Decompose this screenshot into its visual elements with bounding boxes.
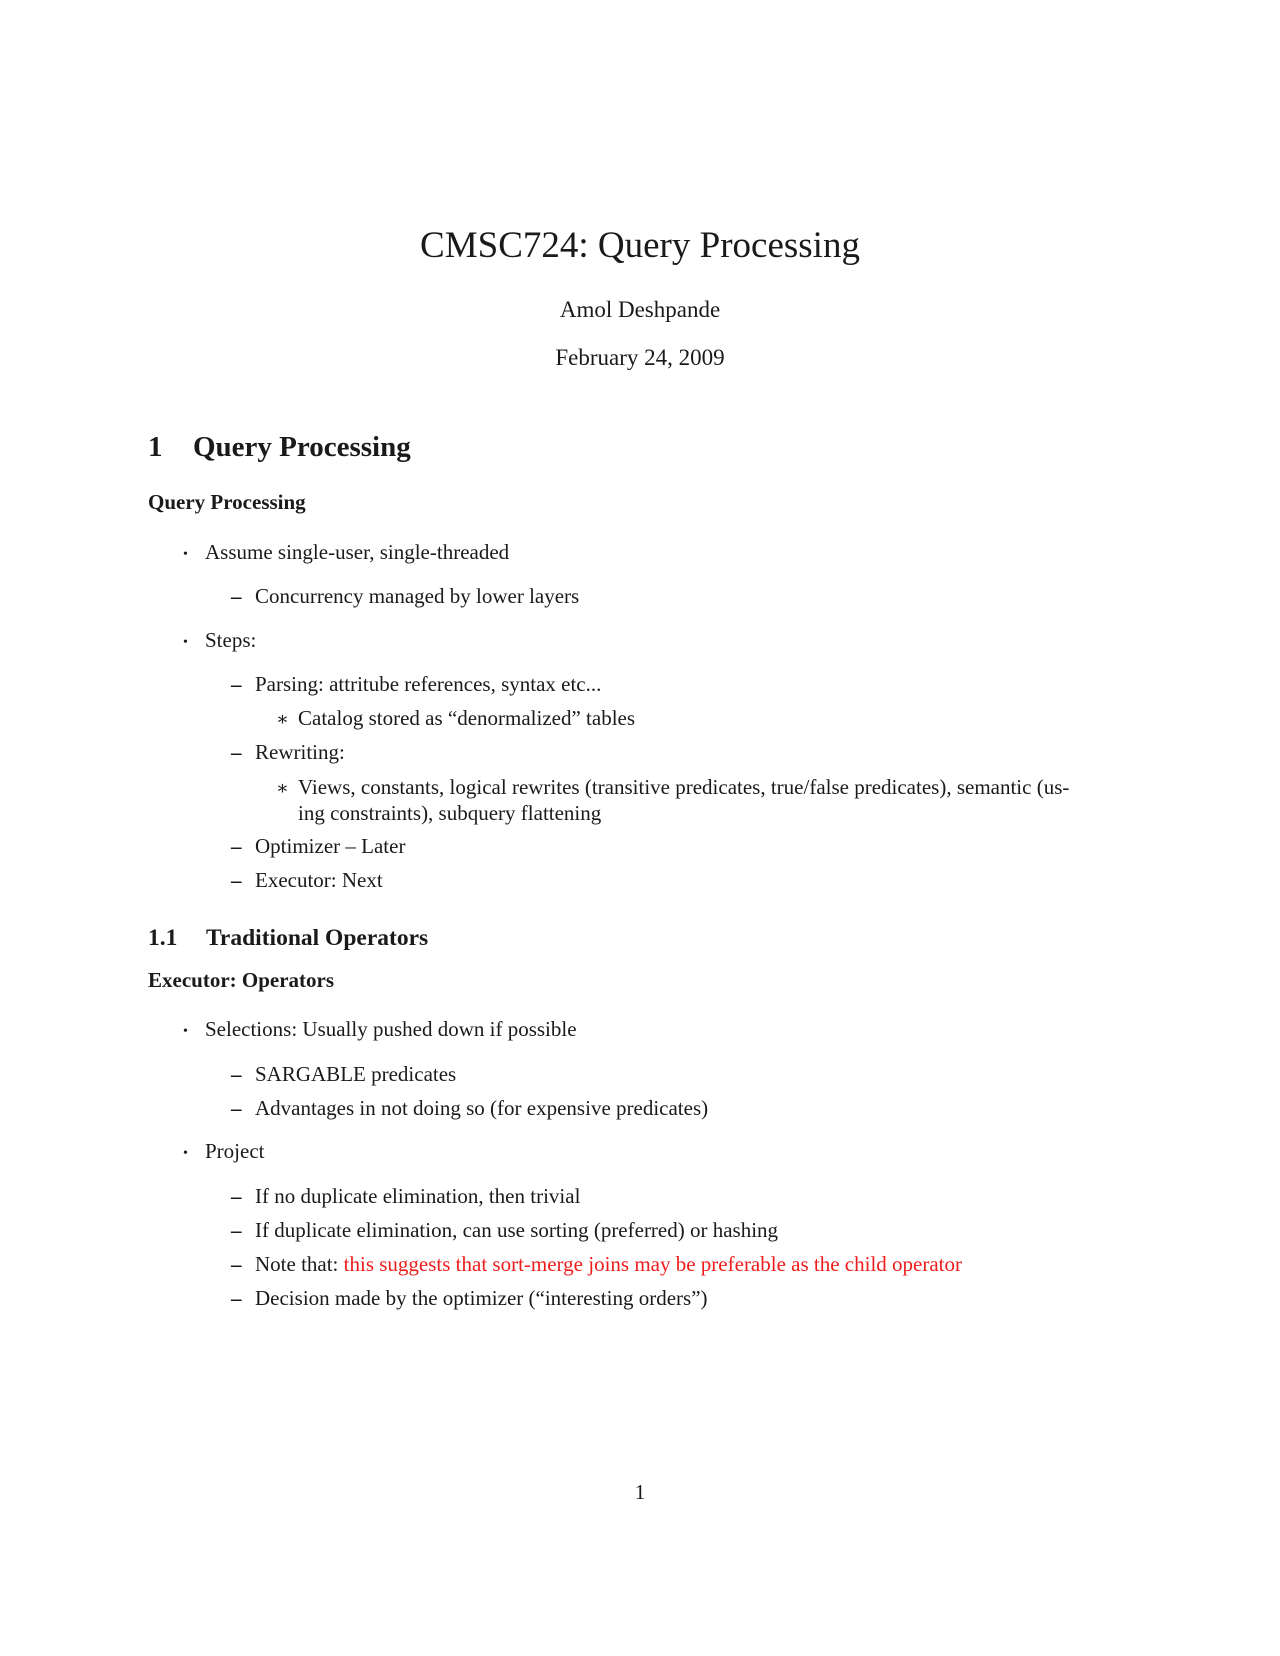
list-item-steps: Steps: (205, 628, 257, 652)
note-prefix: Note that: (255, 1252, 344, 1276)
list-item-views-line2: ing constraints), subquery flattening (298, 801, 602, 825)
dash-icon: – (231, 1096, 242, 1120)
dash-icon: – (231, 1286, 242, 1310)
list-item-optimizer: Optimizer – Later (255, 834, 406, 858)
dash-icon: – (231, 1252, 242, 1276)
section-1-title: Query Processing (193, 431, 411, 463)
note-highlight: this suggests that sort-merge joins may be preferable as the child operator (343, 1252, 963, 1276)
dash-icon: – (231, 1184, 242, 1208)
list-item-executor: Executor: Next (255, 868, 383, 892)
bullet-icon: • (183, 1146, 188, 1161)
bullet-icon: • (183, 1024, 188, 1039)
list-item-parsing: Parsing: attritube references, syntax etc... (255, 672, 602, 696)
list-item-rewriting: Rewriting: (255, 740, 345, 764)
section-1-1-title: Traditional Operators (206, 925, 429, 951)
list-item-concurrency: Concurrency managed by lower layers (255, 584, 580, 608)
dash-icon: – (231, 834, 242, 858)
dash-icon: – (231, 740, 242, 764)
section-1-1-number: 1.1 (148, 925, 178, 951)
list-item-catalog: Catalog stored as “denormalized” tables (298, 706, 636, 730)
bullet-icon: • (183, 547, 188, 562)
page-number: 1 (634, 1480, 646, 1504)
bullet-icon: • (183, 635, 188, 650)
list-item-dup: If duplicate elimination, can use sorting (preferred) or hashing (255, 1218, 779, 1242)
list-item-note (255, 1252, 962, 1277)
list-item-assume: Assume single-user, single-threaded (205, 540, 510, 564)
list-item-project: Project (205, 1139, 265, 1163)
paragraph-heading-query-processing: Query Processing (148, 490, 306, 514)
list-item-views-line1: Views, constants, logical rewrites (transitive predicates, true/false predicates), semantic (us- (298, 775, 1070, 799)
author-name: Amol Deshpande (559, 297, 721, 322)
list-item-sargable: SARGABLE predicates (255, 1062, 457, 1086)
document-title: CMSC724: Query Processing (420, 225, 860, 266)
list-item-no-dup: If no duplicate elimination, then trivial (255, 1184, 581, 1208)
dash-icon: – (231, 1062, 242, 1086)
star-icon: ∗ (276, 709, 289, 730)
dash-icon: – (231, 1218, 242, 1242)
list-item-selections: Selections: Usually pushed down if possible (205, 1017, 577, 1041)
dash-icon: – (231, 584, 242, 608)
star-icon: ∗ (276, 778, 289, 799)
dash-icon: – (231, 672, 242, 696)
list-item-decision: Decision made by the optimizer (“interesting orders”) (255, 1286, 708, 1310)
paragraph-heading-executor-operators: Executor: Operators (148, 968, 335, 992)
document-date: February 24, 2009 (555, 345, 725, 370)
list-item-advantages: Advantages in not doing so (for expensive predicates) (255, 1096, 709, 1120)
dash-icon: – (231, 868, 242, 892)
section-1-number: 1 (148, 431, 163, 463)
